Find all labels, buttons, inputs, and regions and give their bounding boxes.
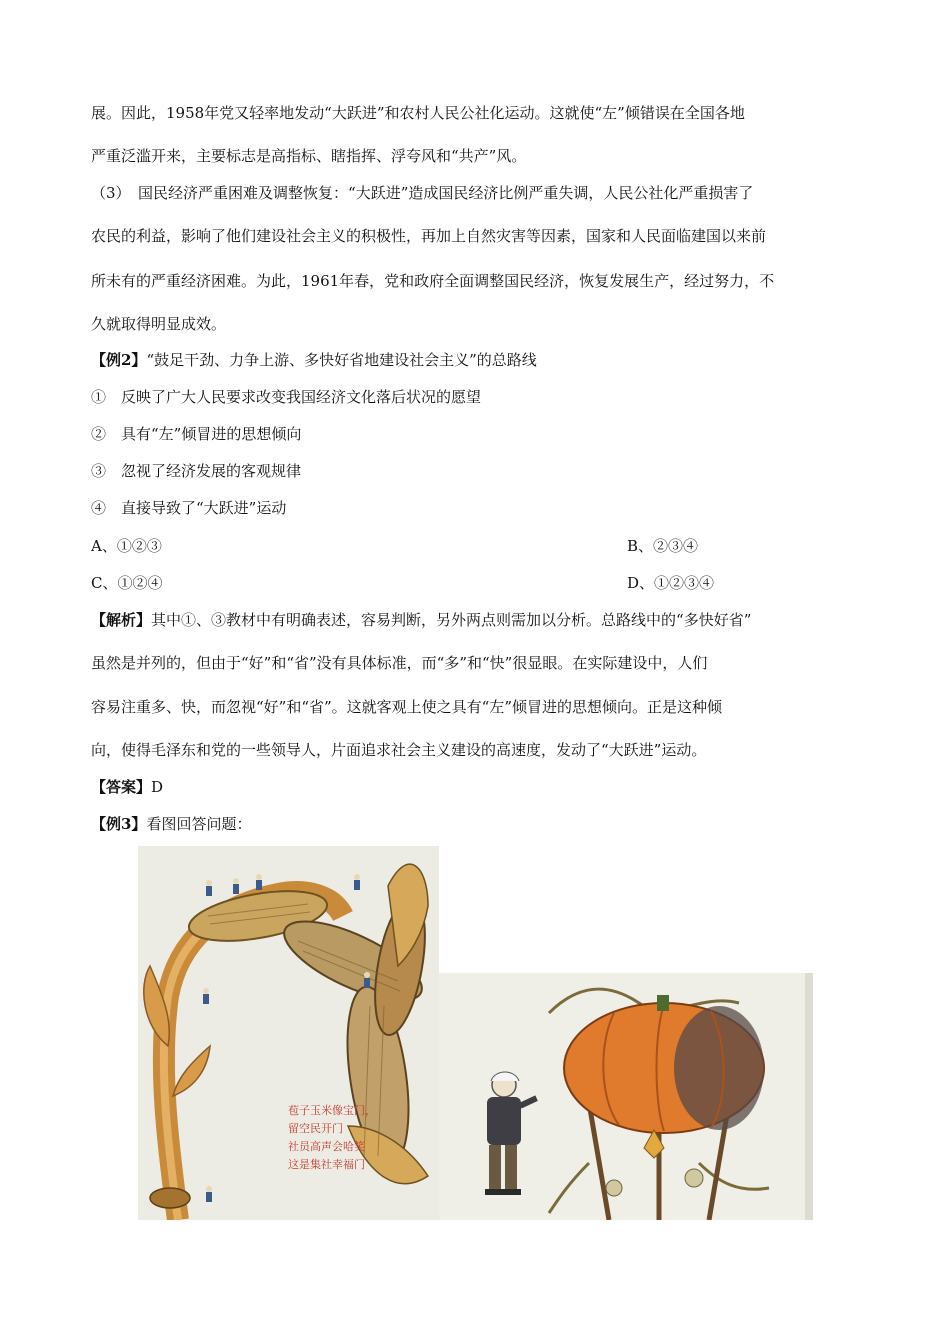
example2-item-1: ① 反映了广大人民要求改变我国经济文化落后状况的愿望 <box>91 388 482 406</box>
analysis-line: 虽然是并列的，但由于“好”和“省”没有具体标准，而“多”和“快”很显眼。在实际建设中，人们 <box>91 654 708 672</box>
answer-line <box>91 777 858 797</box>
corn-poster-image <box>138 846 439 1220</box>
example2-item-4: ④ 直接导致了“大跃进”运动 <box>91 499 287 517</box>
body-text-line: 所未有的严重经济困难。为此，1961年春，党和政府全面调整国民经济，恢复发展生产，经过努力，不 <box>91 272 775 290</box>
example3-tag: 【例3】 <box>91 815 147 833</box>
poster-poem-line: 苞子玉米像宝门， <box>288 1104 376 1117</box>
answer-value: D <box>151 778 164 796</box>
analysis-tag: 【解析】 <box>91 611 152 629</box>
poster-poem-line: 社员高声会哈笑 <box>288 1140 365 1153</box>
body-text-line: （3） 国民经济严重困难及调整恢复：“大跃进”造成国民经济比例严重失调，人民公社化严重损害了 <box>91 184 754 202</box>
poster-poem-line: 这是集社幸福门 <box>288 1158 365 1171</box>
analysis-line: 容易注重多、快，而忽视“好”和“省”。这就客观上使之具有“左”倾冒进的思想倾向。正是这种倾 <box>91 698 723 716</box>
answer-tag: 【答案】 <box>91 778 152 796</box>
body-text-line: 农民的利益，影响了他们建设社会主义的积极性，再加上自然灾害等因素，国家和人民面临建国以来前 <box>91 227 767 245</box>
pumpkin-poster-image <box>439 973 813 1220</box>
body-text-line: 久就取得明显成效。 <box>91 315 227 333</box>
example2-item-2: ② 具有“左”倾冒进的思想倾向 <box>91 425 302 443</box>
example2-question <box>91 350 858 370</box>
option-a: A、①②③ <box>91 537 162 555</box>
example2-item-3: ③ 忽视了经济发展的客观规律 <box>91 462 302 480</box>
option-b: B、②③④ <box>627 537 699 555</box>
option-d: D、①②③④ <box>627 574 715 592</box>
poster-poem-line: 留空民开门 <box>288 1122 343 1135</box>
analysis-text: 其中①、③教材中有明确表述，容易判断，另外两点则需加以分析。总路线中的“多快好省” <box>151 611 752 629</box>
analysis-line <box>91 610 858 630</box>
example2-question-text: “鼓足干劲、力争上游、多快好省地建设社会主义”的总路线 <box>146 351 537 369</box>
example3-question-text: 看图回答问题： <box>146 815 252 833</box>
body-text-line: 严重泛滥开来，主要标志是高指标、瞎指挥、浮夸风和“共产”风。 <box>91 147 527 165</box>
example2-tag: 【例2】 <box>91 351 147 369</box>
example3-question <box>91 814 858 834</box>
body-text-line: 展。因此，1958年党又轻率地发动“大跃进”和农村人民公社化运动。这就使“左”倾错误在全国各地 <box>91 104 745 122</box>
analysis-line: 向，使得毛泽东和党的一些领导人，片面追求社会主义建设的高速度，发动了“大跃进”运动。 <box>91 741 707 759</box>
option-c: C、①②④ <box>91 574 163 592</box>
